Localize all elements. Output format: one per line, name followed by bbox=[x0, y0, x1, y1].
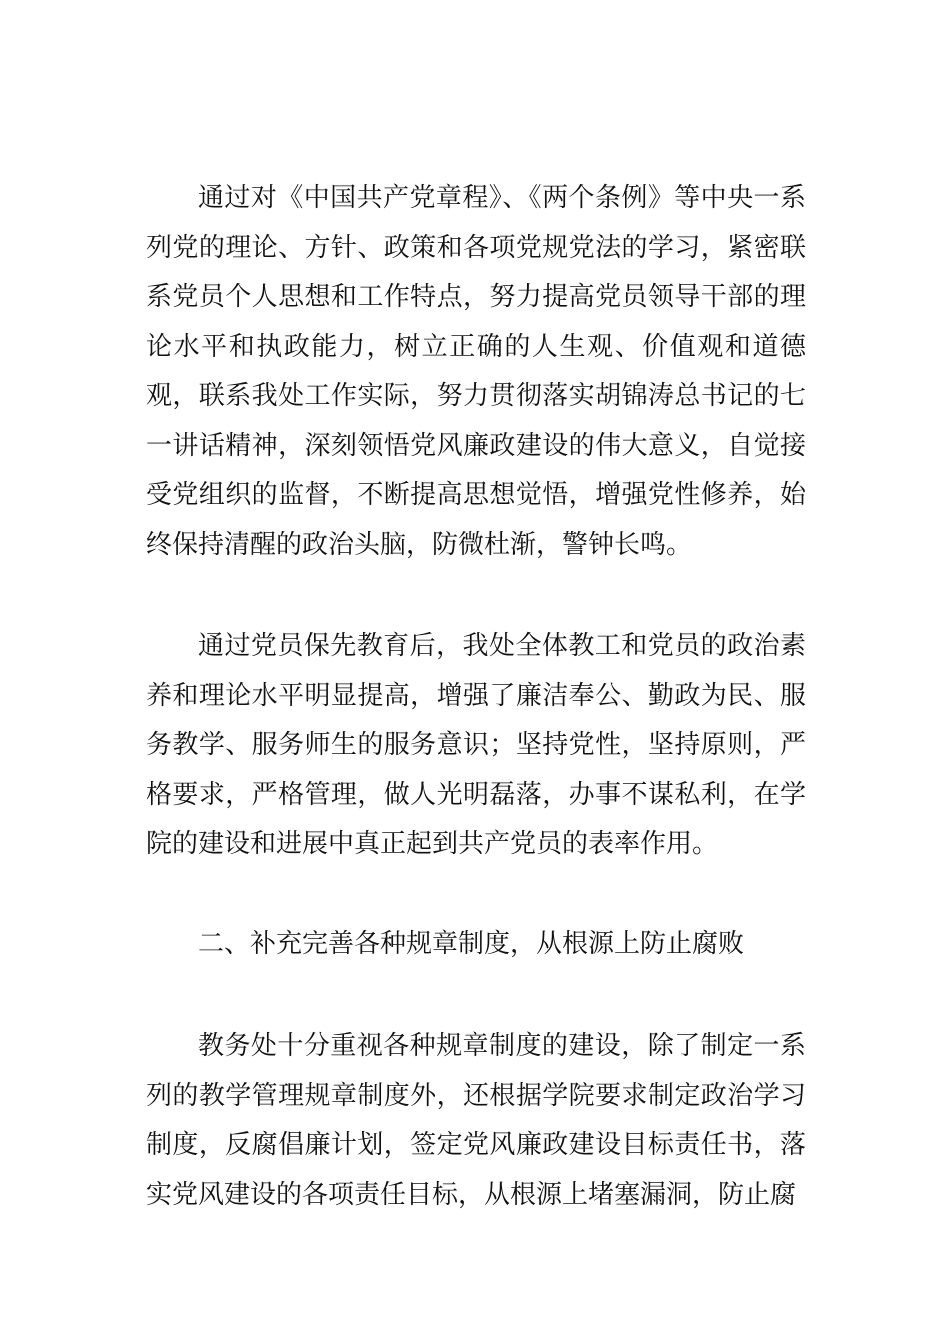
paragraph-education-results: 通过党员保先教育后，我处全体教工和党员的政治素养和理论水平明显提高，增强了廉洁奉公、勤政为民、服务教学、服务师生的服务意识；坚持党性，坚持原则，严格要求，严格管理，做人光明磊落，办事不谋私利，在学院的建设和进展中真正起到共产党员的表率作用。 bbox=[146, 631, 806, 859]
section-heading-regulations: 二、补充完善各种规章制度，从根源上防止腐败 bbox=[198, 929, 745, 959]
paragraph-study-theory: 通过对《中国共产党章程》、《两个条例》等中央一系列党的理论、方针、政策和各项党规党法的学习，紧密联系党员个人思想和工作特点，努力提高党员领导干部的理论水平和执政能力，树立正确的人生观、价值观和道德观，联系我处工作实际，努力贯彻落实胡锦涛总书记的七一讲话精神，深刻领悟党风廉政建设的伟大意义，自觉接受党组织的监督，不断提高思想觉悟，增强党性修养，始终保持清醒的政治头脑，防微杜渐，警钟长鸣。 bbox=[146, 183, 806, 560]
paragraph-regulations: 教务处十分重视各种规章制度的建设，除了制定一系列的教学管理规章制度外，还根据学院要求制定政治学习制度，反腐倡廉计划，签定党风廉政建设目标责任书，落实党风建设的各项责任目标，从根源上堵塞漏洞，防止腐 bbox=[146, 1031, 806, 1210]
